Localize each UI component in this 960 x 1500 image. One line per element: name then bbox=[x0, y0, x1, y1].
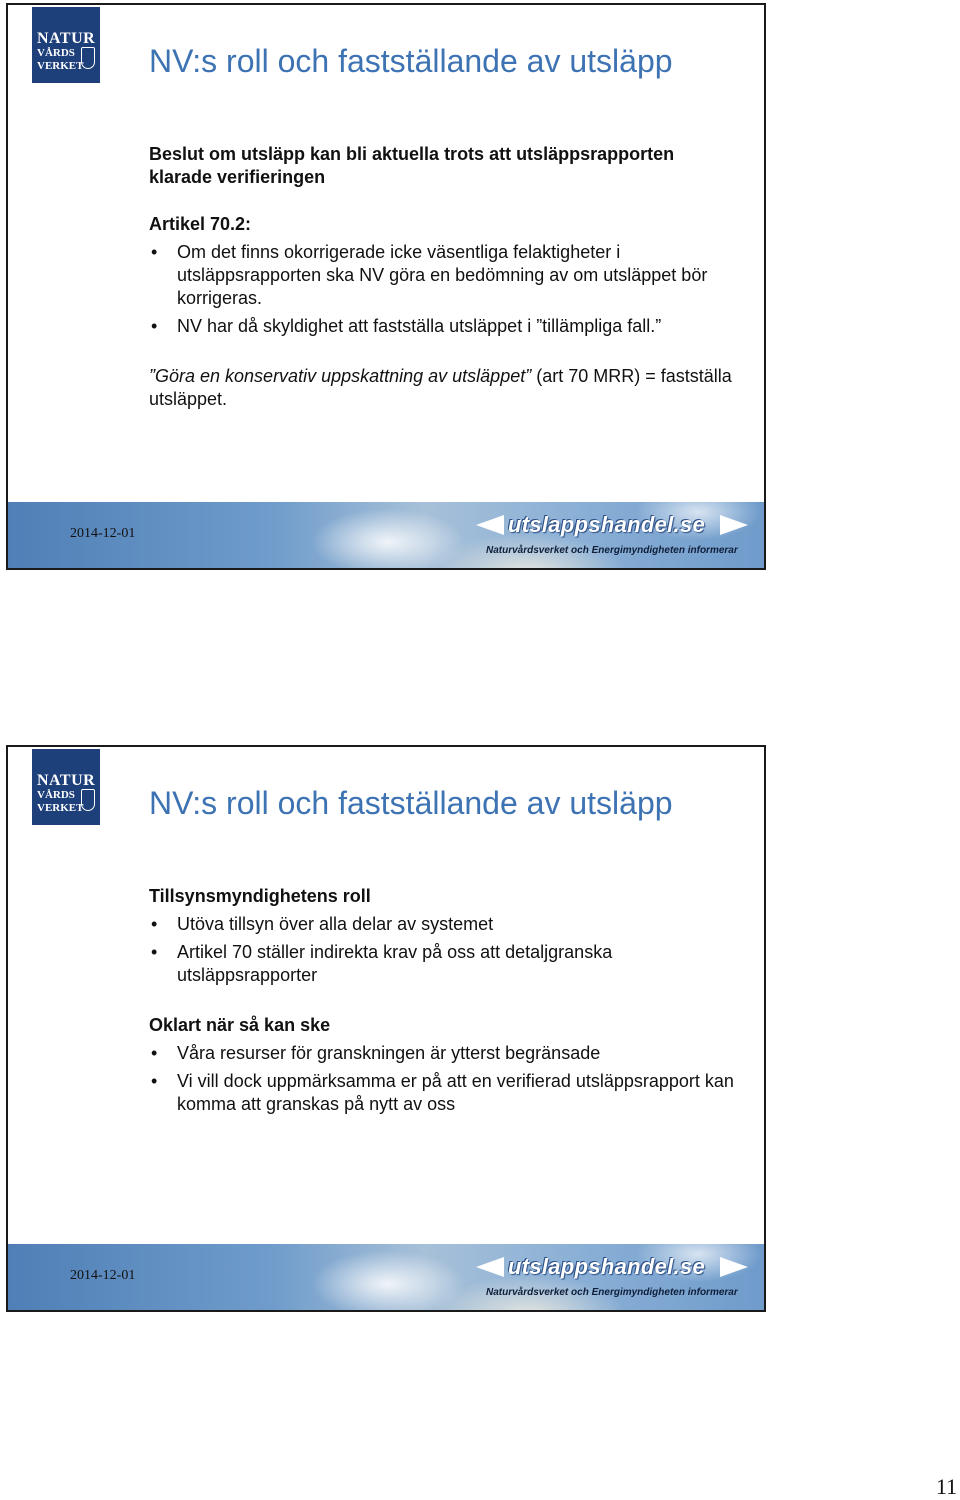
slide-1 bbox=[6, 3, 766, 570]
logo-text-verket: VERKET bbox=[37, 802, 84, 814]
slide-subheading: Artikel 70.2: bbox=[149, 214, 252, 234]
logo-text-verket: VERKET bbox=[37, 60, 84, 72]
logo-text-vards: VÅRDS bbox=[37, 789, 75, 801]
slide-date: 2014-12-01 bbox=[70, 526, 136, 541]
arrow-left-icon bbox=[476, 515, 504, 535]
crest-icon bbox=[81, 789, 95, 811]
bullet-item bbox=[149, 315, 739, 338]
bullet-icon: • bbox=[151, 942, 158, 962]
quote-italic: ”Göra en konservativ uppskattning av utsläppet” bbox=[149, 366, 532, 386]
bullet-text: Vi vill dock uppmärksamma er på att en verifierad utsläppsrapport kan komma att granskas på nytt av oss bbox=[177, 1071, 734, 1114]
bullet-item bbox=[149, 1070, 739, 1116]
footer-banner bbox=[8, 502, 764, 568]
arrow-right-icon bbox=[720, 515, 748, 535]
quote-paragraph bbox=[149, 365, 739, 411]
arrow-left-icon bbox=[476, 1257, 504, 1277]
bullet-text: NV har då skyldighet att fastställa utsläppet i ”tillämpliga fall.” bbox=[177, 316, 662, 336]
slide-body bbox=[149, 143, 739, 411]
bullet-text: Utöva tillsyn över alla delar av systemet bbox=[177, 914, 494, 934]
bullet-icon: • bbox=[151, 316, 158, 336]
bullet-text: Om det finns okorrigerade icke väsentliga felaktigheter i utsläppsrapporten ska NV göra en bedömning av om utsläppet bör korrigeras. bbox=[177, 242, 708, 308]
section-heading: Tillsynsmyndighetens roll bbox=[149, 886, 371, 906]
footer-subtitle: Naturvårdsverket och Energimyndigheten informerar bbox=[486, 545, 738, 556]
footer-subtitle: Naturvårdsverket och Energimyndigheten informerar bbox=[486, 1287, 738, 1298]
footer-brand: utslappshandel.se bbox=[508, 512, 706, 537]
arrow-right-icon bbox=[720, 1257, 748, 1277]
slide-title: NV:s roll och fastställande av utsläpp bbox=[149, 785, 673, 821]
bullet-text: Artikel 70 ställer indirekta krav på oss att detaljgranska utsläppsrapporter bbox=[177, 942, 613, 985]
bullet-item bbox=[149, 913, 739, 936]
bullet-item bbox=[149, 241, 739, 310]
logo-text-natur: NATUR bbox=[37, 772, 96, 789]
slide-title: NV:s roll och fastställande av utsläpp bbox=[149, 43, 673, 79]
footer-banner bbox=[8, 1244, 764, 1310]
slide-body bbox=[149, 885, 739, 1116]
slide-2 bbox=[6, 745, 766, 1312]
naturvardsverket-logo bbox=[32, 749, 100, 825]
naturvardsverket-logo bbox=[32, 7, 100, 83]
logo-text-natur: NATUR bbox=[37, 30, 96, 47]
crest-icon bbox=[81, 47, 95, 69]
logo-text-vards: VÅRDS bbox=[37, 47, 75, 59]
quote-rest: (art 70 MRR) = fastställa utsläppet. bbox=[149, 366, 732, 409]
bullet-icon: • bbox=[151, 242, 158, 262]
section-heading: Oklart när så kan ske bbox=[149, 1015, 331, 1035]
page-number: 11 bbox=[936, 1474, 958, 1499]
bullet-icon: • bbox=[151, 1071, 158, 1091]
footer-brand: utslappshandel.se bbox=[508, 1254, 706, 1279]
bullet-icon: • bbox=[151, 914, 158, 934]
bullet-item bbox=[149, 941, 739, 987]
slide-date: 2014-12-01 bbox=[70, 1268, 136, 1283]
bullet-text: Våra resurser för granskningen är ytterst begränsade bbox=[177, 1043, 601, 1063]
slide-heading: Beslut om utsläpp kan bli aktuella trots att utsläppsrapporten klarade verifieringen bbox=[149, 144, 675, 187]
bullet-icon: • bbox=[151, 1043, 158, 1063]
bullet-item bbox=[149, 1042, 739, 1065]
